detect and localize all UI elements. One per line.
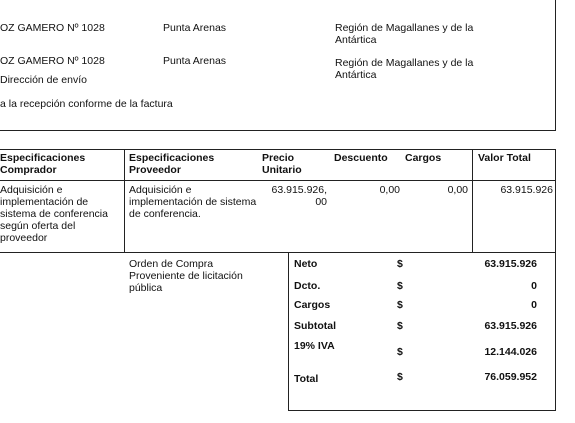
address-box-right-border [555, 0, 556, 130]
col-divider-2 [472, 149, 473, 252]
cell-discount: 0,00 [379, 184, 400, 196]
totals-currency-iva: $ [397, 346, 403, 358]
header-charges: Cargos [405, 152, 442, 164]
cell-total-value: 63.915.926 [500, 184, 553, 196]
address-region-1: Región de Magallanes y de la Antártica [335, 22, 474, 47]
totals-right-border [555, 252, 556, 410]
totals-label-dcto: Dcto. [294, 280, 321, 292]
cell-buyer-spec: Adquisición e implementación de sistema de conferencia según oferta del proveedor [0, 184, 108, 245]
acceptance-text: a la recepción conforme de la factura [0, 98, 173, 110]
totals-bottom-border [288, 410, 556, 411]
totals-currency-subtotal: $ [397, 320, 403, 332]
address-street-1: OZ GAMERO Nº 1028 [0, 22, 105, 34]
shipping-address-label: Dirección de envío [0, 74, 87, 86]
header-total-value: Valor Total [478, 152, 531, 164]
cell-charges: 0,00 [447, 184, 468, 196]
totals-label-iva: 19% IVA [294, 340, 335, 352]
totals-label-subtotal: Subtotal [294, 320, 336, 332]
address-city-1: Punta Arenas [163, 22, 227, 34]
address-city-2: Punta Arenas [163, 55, 227, 67]
totals-value-cargos: 0 [531, 299, 537, 311]
totals-label-cargos: Cargos [294, 299, 331, 311]
header-supplier-spec: Especificaciones Proveedor [129, 152, 215, 177]
header-discount: Descuento [334, 152, 388, 164]
address-box-bottom-border [0, 130, 556, 131]
totals-currency-dcto: $ [397, 280, 403, 292]
col-divider-1 [124, 149, 125, 252]
row-bottom-border [0, 252, 556, 253]
cell-unit-price: 63.915.926, 00 [271, 184, 327, 209]
header-buyer-spec: Especificaciones Comprador [0, 152, 86, 177]
totals-left-border [288, 252, 289, 410]
address-street-2: OZ GAMERO Nº 1028 [0, 55, 105, 67]
totals-value-neto: 63.915.926 [484, 258, 537, 270]
cell-supplier-spec: Adquisición e implementación de sistema de conferencia. [129, 184, 257, 221]
address-region-2: Región de Magallanes y de la Antártica [335, 57, 474, 82]
totals-label-total: Total [294, 373, 319, 385]
header-unit-price: Precio Unitario [262, 152, 302, 177]
totals-currency-neto: $ [397, 258, 403, 270]
totals-value-dcto: 0 [531, 280, 537, 292]
totals-currency-cargos: $ [397, 299, 403, 311]
totals-currency-total: $ [397, 371, 403, 383]
totals-value-subtotal: 63.915.926 [484, 320, 537, 332]
totals-value-iva: 12.144.026 [484, 346, 537, 358]
totals-value-total: 76.059.952 [484, 371, 537, 383]
totals-label-neto: Neto [294, 258, 318, 270]
order-note: Orden de Compra Proveniente de licitación pública [129, 258, 243, 295]
table-right-border [555, 149, 556, 252]
